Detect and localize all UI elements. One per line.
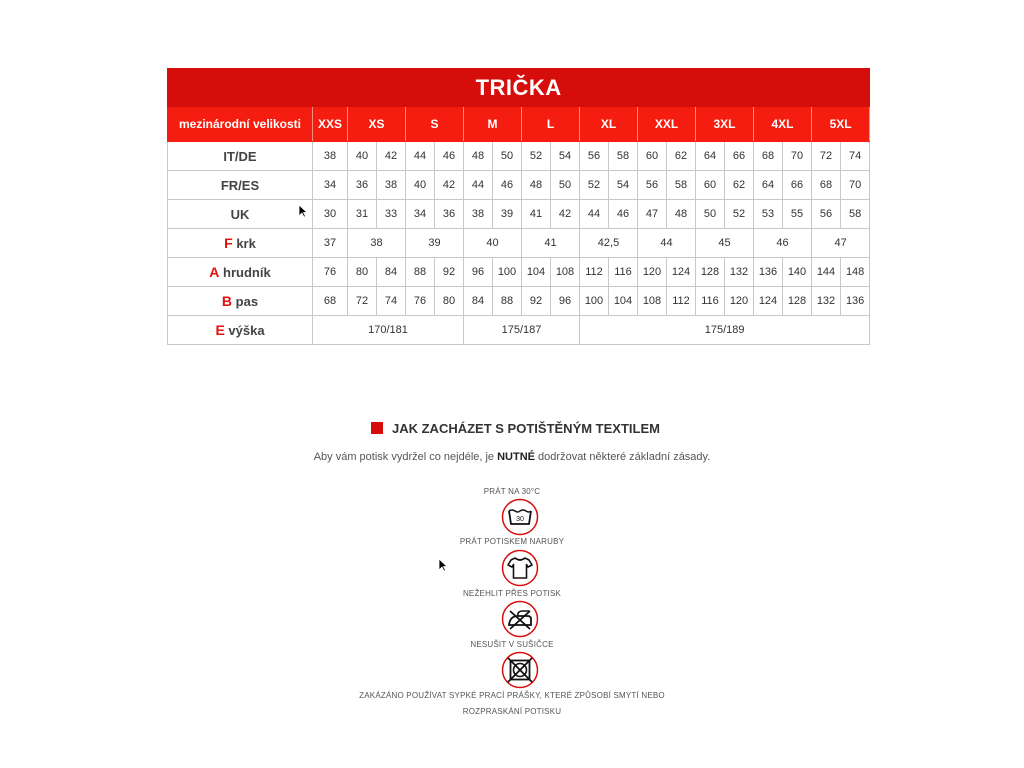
value-cell: 42 — [435, 171, 464, 200]
value-cell: 74 — [841, 142, 870, 171]
intro-text: Aby vám potisk vydržel co nejdéle, je — [313, 451, 498, 463]
value-cell: 128 — [696, 258, 725, 287]
value-cell: 88 — [406, 258, 435, 287]
care-label-inside-out: PRÁT POTISKEM NARUBY — [459, 537, 565, 546]
value-cell: 72 — [812, 142, 841, 171]
value-cell: 148 — [841, 258, 870, 287]
no-iron-icon — [501, 600, 539, 638]
table-title: TRIČKA — [168, 69, 870, 107]
value-cell: 36 — [435, 200, 464, 229]
value-cell: 132 — [812, 287, 841, 316]
value-cell: 64 — [754, 171, 783, 200]
measure-letter: A — [209, 264, 220, 280]
row-label: UK — [168, 200, 313, 229]
value-cell: 108 — [638, 287, 667, 316]
care-label-no-iron: NEŽEHLIT PŘES POTISK — [462, 589, 562, 598]
row-label — [168, 316, 313, 345]
measure-letter: E — [215, 322, 225, 338]
size-header: XXS — [313, 107, 348, 142]
value-cell: 33 — [377, 200, 406, 229]
intro-text: dodržovat některé základní zásady. — [535, 451, 711, 463]
value-cell: 104 — [609, 287, 638, 316]
value-cell: 170/181 — [313, 316, 464, 345]
value-cell: 38 — [377, 171, 406, 200]
mouse-cursor-icon — [438, 558, 448, 572]
value-cell: 76 — [313, 258, 348, 287]
value-cell: 116 — [609, 258, 638, 287]
row-label — [168, 229, 313, 258]
intro-emphasis: NUTNÉ — [497, 451, 535, 463]
value-cell: 46 — [493, 171, 522, 200]
value-cell: 128 — [783, 287, 812, 316]
value-cell: 30 — [313, 200, 348, 229]
tshirt-inside-out-icon — [501, 549, 539, 587]
size-header: 5XL — [812, 107, 870, 142]
value-cell: 92 — [522, 287, 551, 316]
value-cell: 108 — [551, 258, 580, 287]
value-cell: 41 — [522, 200, 551, 229]
value-cell: 46 — [754, 229, 812, 258]
care-heading-text: JAK ZACHÁZET S POTIŠTĚNÝM TEXTILEM — [392, 420, 660, 436]
value-cell: 34 — [406, 200, 435, 229]
value-cell: 38 — [313, 142, 348, 171]
value-cell: 62 — [667, 142, 696, 171]
value-cell: 60 — [638, 142, 667, 171]
value-cell: 70 — [841, 171, 870, 200]
row-label — [168, 258, 313, 287]
care-warning-line: ROZPRASKÁNÍ POTISKU — [462, 707, 562, 716]
value-cell: 60 — [696, 171, 725, 200]
value-cell: 40 — [406, 171, 435, 200]
value-cell: 76 — [406, 287, 435, 316]
table-row — [168, 200, 870, 229]
size-header: S — [406, 107, 464, 142]
value-cell: 47 — [638, 200, 667, 229]
value-cell: 55 — [783, 200, 812, 229]
value-cell: 175/189 — [580, 316, 870, 345]
value-cell: 44 — [464, 171, 493, 200]
value-cell: 70 — [783, 142, 812, 171]
value-cell: 44 — [638, 229, 696, 258]
value-cell: 80 — [348, 258, 377, 287]
wash-30-icon — [501, 498, 539, 536]
value-cell: 74 — [377, 287, 406, 316]
value-cell: 31 — [348, 200, 377, 229]
measure-name: hrudník — [223, 265, 271, 280]
value-cell: 41 — [522, 229, 580, 258]
size-header: L — [522, 107, 580, 142]
table-row — [168, 142, 870, 171]
value-cell: 68 — [812, 171, 841, 200]
wash-temp-label: 30 — [516, 516, 524, 523]
care-intro — [0, 451, 1024, 463]
value-cell: 44 — [580, 200, 609, 229]
value-cell: 100 — [493, 258, 522, 287]
value-cell: 44 — [406, 142, 435, 171]
value-cell: 68 — [313, 287, 348, 316]
care-warning-line: ZAKÁZÁNO POUŽÍVAT SYPKÉ PRACÍ PRÁŠKY, KTERÉ ZPŮSOBÍ SMYTÍ NEBO — [359, 691, 665, 700]
value-cell: 136 — [754, 258, 783, 287]
value-cell: 46 — [435, 142, 464, 171]
value-cell: 40 — [348, 142, 377, 171]
value-cell: 96 — [551, 287, 580, 316]
value-cell: 52 — [522, 142, 551, 171]
value-cell: 120 — [725, 287, 754, 316]
row-label — [168, 287, 313, 316]
value-cell: 52 — [580, 171, 609, 200]
value-cell: 56 — [812, 200, 841, 229]
size-header: 4XL — [754, 107, 812, 142]
size-header: XXL — [638, 107, 696, 142]
size-header: XS — [348, 107, 406, 142]
value-cell: 53 — [754, 200, 783, 229]
value-cell: 37 — [313, 229, 348, 258]
red-square-icon — [371, 422, 383, 434]
value-cell: 136 — [841, 287, 870, 316]
value-cell: 36 — [348, 171, 377, 200]
measure-letter: B — [221, 293, 233, 309]
no-tumble-dry-icon — [501, 651, 539, 689]
value-cell: 56 — [638, 171, 667, 200]
header-label: mezinárodní velikosti — [168, 107, 313, 142]
size-header-row — [168, 107, 870, 142]
value-cell: 58 — [841, 200, 870, 229]
value-cell: 54 — [609, 171, 638, 200]
value-cell: 116 — [696, 287, 725, 316]
value-cell: 38 — [464, 200, 493, 229]
value-cell: 62 — [725, 171, 754, 200]
value-cell: 48 — [464, 142, 493, 171]
value-cell: 120 — [638, 258, 667, 287]
size-chart-table — [167, 68, 870, 345]
value-cell: 132 — [725, 258, 754, 287]
value-cell: 175/187 — [464, 316, 580, 345]
value-cell: 66 — [783, 171, 812, 200]
row-label: FR/ES — [168, 171, 313, 200]
measure-name: výška — [228, 323, 265, 338]
table-row — [168, 258, 870, 287]
value-cell: 48 — [667, 200, 696, 229]
value-cell: 140 — [783, 258, 812, 287]
value-cell: 39 — [406, 229, 464, 258]
table-row — [168, 287, 870, 316]
table-row — [168, 229, 870, 258]
measure-name: pas — [235, 294, 259, 309]
value-cell: 96 — [464, 258, 493, 287]
care-heading — [371, 420, 660, 436]
value-cell: 42 — [377, 142, 406, 171]
value-cell: 54 — [551, 142, 580, 171]
care-label-wash: PRÁT NA 30°C — [483, 487, 541, 496]
mouse-cursor-icon — [298, 204, 308, 218]
measure-letter: F — [224, 235, 233, 251]
value-cell: 42 — [551, 200, 580, 229]
value-cell: 58 — [609, 142, 638, 171]
value-cell: 84 — [464, 287, 493, 316]
value-cell: 92 — [435, 258, 464, 287]
value-cell: 38 — [348, 229, 406, 258]
value-cell: 42,5 — [580, 229, 638, 258]
value-cell: 72 — [348, 287, 377, 316]
value-cell: 88 — [493, 287, 522, 316]
table-row — [168, 316, 870, 345]
value-cell: 52 — [725, 200, 754, 229]
value-cell: 58 — [667, 171, 696, 200]
value-cell: 34 — [313, 171, 348, 200]
table-row — [168, 171, 870, 200]
value-cell: 100 — [580, 287, 609, 316]
size-header: XL — [580, 107, 638, 142]
value-cell: 112 — [580, 258, 609, 287]
value-cell: 56 — [580, 142, 609, 171]
value-cell: 112 — [667, 287, 696, 316]
value-cell: 64 — [696, 142, 725, 171]
care-label-no-tumble-dry: NESUŠIT V SUŠIČCE — [470, 640, 554, 649]
value-cell: 66 — [725, 142, 754, 171]
value-cell: 68 — [754, 142, 783, 171]
value-cell: 84 — [377, 258, 406, 287]
size-header: M — [464, 107, 522, 142]
measure-name: krk — [236, 236, 256, 251]
value-cell: 124 — [667, 258, 696, 287]
value-cell: 48 — [522, 171, 551, 200]
value-cell: 50 — [493, 142, 522, 171]
value-cell: 80 — [435, 287, 464, 316]
value-cell: 50 — [696, 200, 725, 229]
value-cell: 40 — [464, 229, 522, 258]
value-cell: 46 — [609, 200, 638, 229]
size-header: 3XL — [696, 107, 754, 142]
value-cell: 124 — [754, 287, 783, 316]
value-cell: 104 — [522, 258, 551, 287]
value-cell: 50 — [551, 171, 580, 200]
value-cell: 39 — [493, 200, 522, 229]
row-label: IT/DE — [168, 142, 313, 171]
value-cell: 144 — [812, 258, 841, 287]
value-cell: 47 — [812, 229, 870, 258]
value-cell: 45 — [696, 229, 754, 258]
